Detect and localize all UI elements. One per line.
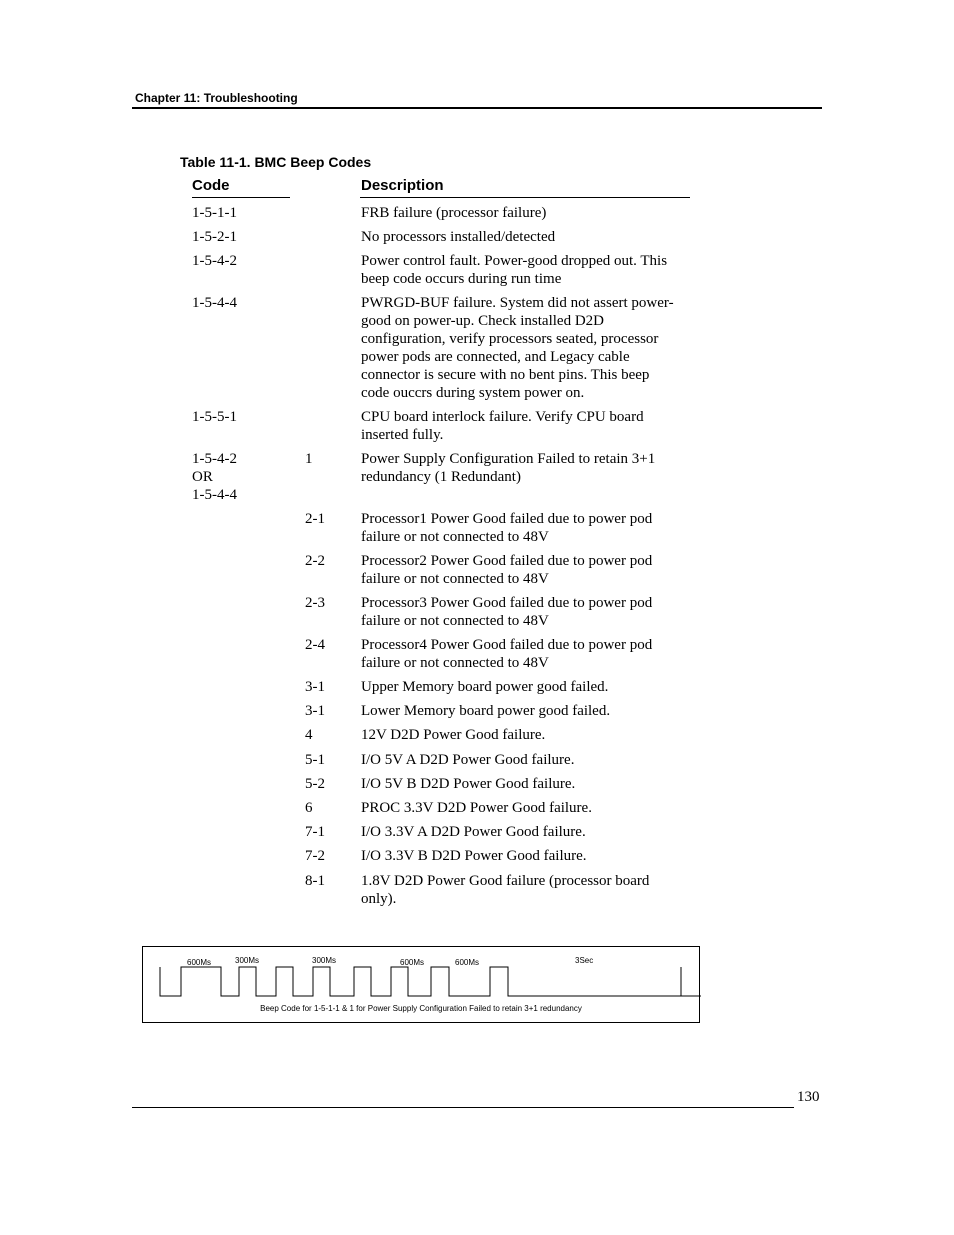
waveform-timing-labels — [187, 956, 593, 967]
beep-subcode: 4 — [305, 727, 313, 743]
beep-subcode: 7-2 — [305, 848, 325, 864]
beep-description-line: failure or not connected to 48V — [361, 529, 549, 545]
beep-subcode: 5-1 — [305, 752, 325, 768]
beep-description-line: Power control fault. Power-good dropped out. This — [361, 253, 668, 269]
column-header-code: Code — [192, 177, 230, 194]
header-rule — [132, 107, 822, 109]
waveform-lines — [160, 967, 701, 996]
beep-subcode: 3-1 — [305, 703, 325, 719]
beep-description-line: I/O 3.3V A D2D Power Good failure. — [361, 824, 586, 840]
beep-code: 1-5-2-1 — [192, 229, 237, 245]
timing-label: 300Ms — [312, 956, 337, 965]
beep-description-line: Processor1 Power Good failed due to power pod — [361, 511, 653, 527]
beep-description-line: failure or not connected to 48V — [361, 613, 549, 629]
beep-description-line: only). — [361, 891, 397, 907]
timing-label: 600Ms — [187, 958, 212, 967]
beep-description-line: PROC 3.3V D2D Power Good failure. — [361, 800, 592, 816]
beep-code-diagram — [142, 946, 700, 1023]
beep-description-line: good on power-up. Check installed D2D — [361, 313, 604, 329]
beep-description-line: Processor2 Power Good failed due to power pod — [361, 553, 653, 569]
beep-subcode: 1 — [305, 451, 313, 467]
beep-description-line: connector is secure with no bent pins. This beep — [361, 367, 650, 383]
timing-label: 600Ms — [400, 958, 425, 967]
beep-subcode: 8-1 — [305, 873, 325, 889]
timing-label: 300Ms — [235, 956, 260, 965]
beep-description-line: CPU board interlock failure. Verify CPU board — [361, 409, 644, 425]
column-header-description: Description — [361, 177, 444, 194]
beep-subcode: 7-1 — [305, 824, 325, 840]
beep-code: 1-5-4-2 — [192, 451, 237, 467]
beep-description-line: FRB failure (processor failure) — [361, 205, 547, 221]
footer-rule — [132, 1107, 794, 1108]
table-title: Table 11-1. BMC Beep Codes — [180, 154, 372, 170]
beep-subcode: 2-4 — [305, 637, 325, 653]
beep-description-line: failure or not connected to 48V — [361, 655, 549, 671]
beep-description-line: No processors installed/detected — [361, 229, 556, 245]
beep-description-line: 1.8V D2D Power Good failure (processor board — [361, 873, 650, 889]
beep-code: 1-5-4-2 — [192, 253, 237, 269]
beep-description-line: configuration, verify processors seated, processor — [361, 331, 659, 347]
beep-description-line: I/O 3.3V B D2D Power Good failure. — [361, 848, 587, 864]
beep-code: OR — [192, 469, 213, 485]
beep-subcode: 2-1 — [305, 511, 325, 527]
beep-description-line: 12V D2D Power Good failure. — [361, 727, 546, 743]
beep-code: 1-5-4-4 — [192, 487, 237, 503]
timing-label: 3Sec — [575, 956, 594, 965]
beep-description-line: redundancy (1 Redundant) — [361, 469, 521, 485]
beep-description-line: power pods are connected, and Legacy cable — [361, 349, 630, 365]
beep-subcode: 3-1 — [305, 679, 325, 695]
beep-code: 1-5-1-1 — [192, 205, 237, 221]
beep-pulse-train — [160, 967, 701, 996]
beep-subcode: 6 — [305, 800, 313, 816]
beep-description-line: I/O 5V B D2D Power Good failure. — [361, 776, 576, 792]
header-underline-code — [192, 197, 290, 198]
header-underline-description — [360, 197, 690, 198]
beep-description-line: failure or not connected to 48V — [361, 571, 549, 587]
beep-subcode: 2-3 — [305, 595, 325, 611]
beep-description-line: Upper Memory board power good failed. — [361, 679, 609, 695]
beep-description-line: Processor4 Power Good failed due to power pod — [361, 637, 653, 653]
beep-subcode: 2-2 — [305, 553, 325, 569]
beep-description-line: PWRGD-BUF failure. System did not assert power- — [361, 295, 674, 311]
diagram-caption: Beep Code for 1-5-1-1 & 1 for Power Supply Configuration Failed to retain 3+1 redundancy — [260, 1004, 582, 1013]
beep-description-line: code ouccrs during system power on. — [361, 385, 585, 401]
beep-code: 1-5-5-1 — [192, 409, 237, 425]
beep-subcode: 5-2 — [305, 776, 325, 792]
chapter-header: Chapter 11: Troubleshooting — [135, 91, 298, 105]
beep-description-line: Processor3 Power Good failed due to power pod — [361, 595, 653, 611]
beep-code: 1-5-4-4 — [192, 295, 237, 311]
beep-description-line: Lower Memory board power good failed. — [361, 703, 611, 719]
beep-description-line: inserted fully. — [361, 427, 444, 443]
timing-label: 600Ms — [455, 958, 480, 967]
page-number: 130 — [797, 1089, 820, 1105]
beep-description-line: Power Supply Configuration Failed to retain 3+1 — [361, 451, 656, 467]
beep-description-line: I/O 5V A D2D Power Good failure. — [361, 752, 575, 768]
beep-description-line: beep code occurs during run time — [361, 271, 562, 287]
